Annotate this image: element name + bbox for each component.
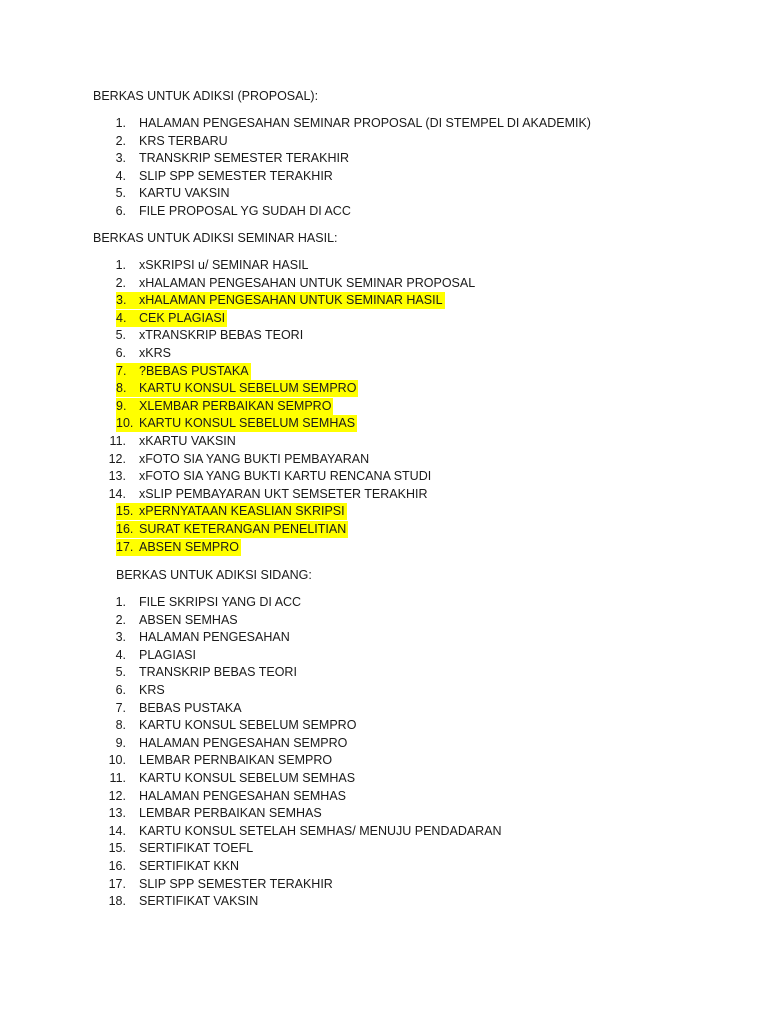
list-item-number [116, 521, 139, 538]
list-item-text: FILE SKRIPSI YANG DI ACC [139, 595, 302, 609]
list-item-number-text: 9. [116, 398, 127, 413]
list-item-number [116, 539, 139, 556]
list-item-text: SERTIFIKAT TOEFL [139, 841, 254, 856]
list-item-text: TRANSKRIP BEBAS TEORI [139, 665, 297, 680]
list-item-text: xHALAMAN PENGESAHAN UNTUK SEMINAR PROPOSAL [139, 275, 476, 290]
list-item-number-text: 8. [115, 718, 126, 733]
list-item-number-text: 17. [108, 876, 126, 891]
list-item-text: XLEMBAR PERBAIKAN SEMPRO [139, 398, 332, 413]
list-item-text: xPERNYATAAN KEASLIAN SKRIPSI [139, 504, 345, 519]
list-item-number-text: 7. [116, 363, 127, 378]
list-item-text: KARTU VAKSIN [139, 186, 230, 201]
list-item-number-text: 1. [115, 116, 126, 130]
list-item-text: KARTU KONSUL SEBELUM SEMHAS [139, 770, 356, 785]
list-item-text: xKRS [139, 345, 171, 360]
list-item-number [116, 415, 139, 432]
list-item-number-text: 10. [108, 753, 126, 768]
list-item-text: xSLIP PEMBAYARAN UKT SEMSETER TERAKHIR [139, 486, 428, 501]
list-item-number-text: 4. [115, 647, 126, 662]
list-item-number-text: 7. [115, 700, 126, 715]
list-item-text: FILE PROPOSAL YG SUDAH DI ACC [139, 203, 351, 218]
list-item-text: PLAGIASI [139, 647, 196, 662]
list-item-number-text: 14. [108, 486, 126, 501]
list-item-number-text: 18. [108, 894, 126, 909]
list-item-number-text: 17. [116, 539, 134, 554]
list-item-text: CEK PLAGIASI [139, 310, 226, 325]
list-item-text: ABSEN SEMPRO [139, 539, 240, 554]
section-heading-proposal: BERKAS UNTUK ADIKSI (PROPOSAL): [93, 89, 319, 103]
list-item-text: ?BEBAS PUSTAKA [139, 363, 249, 378]
list-item-number [116, 310, 139, 327]
list-item-number-text: 3. [115, 151, 126, 166]
list-item-text: xFOTO SIA YANG BUKTI PEMBAYARAN [139, 451, 370, 466]
list-item-number-text: 5. [115, 186, 126, 201]
list-item-number-text: 4. [115, 168, 126, 183]
list-item-text: KRS TERBARU [139, 133, 228, 148]
list-item-number-text: 5. [115, 665, 126, 680]
list-item-number [116, 380, 139, 397]
list-item-text: ABSEN SEMHAS [139, 612, 238, 627]
list-item-text: SLIP SPP SEMESTER TERAKHIR [139, 876, 333, 891]
list-item-text: xHALAMAN PENGESAHAN UNTUK SEMINAR HASIL [139, 293, 443, 308]
list-item-number-text: 10. [116, 416, 134, 431]
section-heading-seminar-hasil: BERKAS UNTUK ADIKSI SEMINAR HASIL: [93, 231, 338, 245]
list-item-text: SERTIFIKAT VAKSIN [139, 894, 259, 909]
list-item-text: HALAMAN PENGESAHAN SEMHAS [139, 788, 346, 803]
list-item-number [116, 363, 139, 380]
list-item-number-text: 5. [115, 328, 126, 343]
list-item-text: SURAT KETERANGAN PENELITIAN [139, 521, 347, 536]
list-item-text: TRANSKRIP SEMESTER TERAKHIR [139, 151, 349, 166]
list-item-text: HALAMAN PENGESAHAN SEMPRO [139, 735, 348, 750]
list-item-number-text: 8. [116, 381, 127, 396]
list-item-text: xTRANSKRIP BEBAS TEORI [139, 328, 304, 343]
list-item-number-text: 11. [109, 770, 126, 785]
list-item-text: KARTU KONSUL SEBELUM SEMPRO [139, 381, 357, 396]
list-item-text: xKARTU VAKSIN [139, 433, 236, 448]
list-item-number-text: 15. [108, 841, 126, 856]
list-item-number-text: 6. [115, 203, 126, 218]
list-item-number-text: 2. [115, 275, 126, 290]
list-item-number-text: 11. [109, 433, 126, 448]
list-item-text: xSKRIPSI u/ SEMINAR HASIL [139, 258, 309, 272]
list-item-number-text: 14. [108, 823, 126, 838]
list-item-number-text: 16. [108, 858, 126, 873]
list-item-number [116, 292, 139, 309]
list-item-number-text: 6. [115, 682, 126, 697]
list-item-number-text: 13. [108, 469, 126, 484]
list-item-number-text: 4. [116, 310, 127, 325]
list-item-number-text: 13. [108, 806, 126, 821]
list-item-number-text: 12. [108, 788, 126, 803]
list-item-text: KARTU KONSUL SEBELUM SEMPRO [139, 718, 357, 733]
list-item-number-text: 2. [115, 612, 126, 627]
list-item-text: KRS [139, 682, 165, 697]
list-item-number-text: 15. [116, 504, 134, 519]
list-item-text: LEMBAR PERBAIKAN SEMHAS [139, 806, 322, 821]
list-item-text: HALAMAN PENGESAHAN [139, 630, 290, 645]
list-item-text: KARTU KONSUL SEBELUM SEMHAS [139, 416, 356, 431]
list-item-number-text: 16. [116, 521, 134, 536]
list-item-number-text: 1. [115, 595, 126, 609]
list-item-number-text: 2. [115, 133, 126, 148]
list-item-number [116, 503, 139, 520]
list-item-text: LEMBAR PERNBAIKAN SEMPRO [139, 753, 333, 768]
list-item-number-text: 9. [115, 735, 126, 750]
list-item-text: HALAMAN PENGESAHAN SEMINAR PROPOSAL (DI STEMPEL DI AKADEMIK) [139, 116, 591, 130]
list-item-text: KARTU KONSUL SETELAH SEMHAS/ MENUJU PENDADARAN [139, 823, 502, 838]
list-item-text: xFOTO SIA YANG BUKTI KARTU RENCANA STUDI [139, 469, 432, 484]
list-item-number-text: 12. [108, 451, 126, 466]
list-item-number-text: 3. [115, 630, 126, 645]
list-item-number-text: 3. [116, 293, 127, 308]
list-item-number-text: 1. [115, 258, 126, 272]
list-item-text: SLIP SPP SEMESTER TERAKHIR [139, 168, 333, 183]
list-item-number [116, 398, 139, 415]
list-item-number-text: 6. [115, 345, 126, 360]
list-item-text: SERTIFIKAT KKN [139, 858, 240, 873]
list-item-text: BEBAS PUSTAKA [139, 700, 242, 715]
section-heading-sidang: BERKAS UNTUK ADIKSI SIDANG: [116, 568, 312, 582]
